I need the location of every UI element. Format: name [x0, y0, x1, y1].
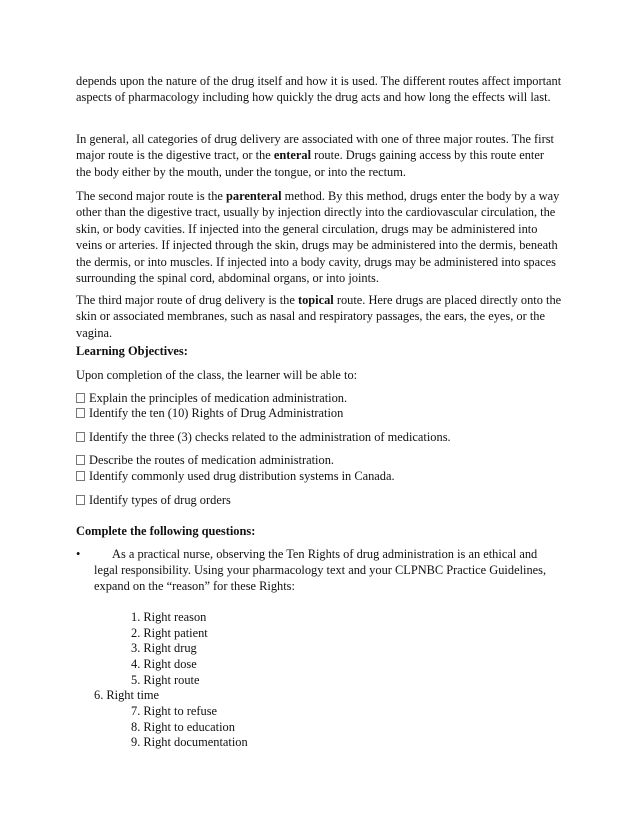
objective-item: Identify the ten (10) Rights of Drug Administration	[76, 405, 343, 421]
paragraph-text: route. Drugs gaining access by this route enter the body either by the mouth, under the tongue, or into the rectum.	[76, 148, 544, 179]
question-prompt-line: legal responsibility. Using your pharmacology text and your CLPNBC Practice Guidelines,	[94, 563, 547, 577]
right-item: 4. Right dose	[131, 657, 197, 671]
paragraph-text: method. By this method, drugs enter the body by a way other than the digestive tract, usually by injection directly into the cardiovascular circulation, the skin, or body cavities. If injected into the general circulation, drugs may be administered into veins or arteries. If injected through the skin, drugs may be administered into the dermis, beneath the dermis, or into muscles. If injected into a body cavity, drugs may be administered into spaces surrounding the spinal cord, abdominal organs, or into joints.	[76, 189, 560, 286]
learning-objectives-heading: Learning Objectives:	[76, 344, 188, 358]
checkbox-icon	[76, 495, 85, 505]
objective-item: Explain the principles of medication administration.	[76, 390, 347, 406]
checkbox-icon	[76, 408, 85, 418]
checkbox-icon	[76, 471, 85, 481]
paragraph-text: The second major route is the	[76, 189, 227, 203]
question-prompt-line: As a practical nurse, observing the Ten Rights of drug administration is an ethical and	[112, 547, 538, 561]
checkbox-icon	[76, 432, 85, 442]
term-enteral: enteral	[273, 148, 312, 163]
learning-objectives-intro: Upon completion of the class, the learner will be able to:	[76, 368, 358, 382]
term-topical: topical	[297, 293, 334, 307]
paragraph-text: route. Here drugs are placed directly onto the skin or associated membranes, such as nasal and respiratory passages, the ears, the eyes, or the vagina.	[76, 293, 562, 340]
questions-heading: Complete the following questions:	[76, 524, 256, 538]
question-prompt-line: expand on the “reason” for these Rights:	[94, 579, 295, 593]
paragraph-parenteral	[76, 188, 562, 286]
objective-item: Describe the routes of medication administration.	[76, 452, 334, 468]
objective-item: Identify types of drug orders	[76, 492, 231, 508]
paragraph-routes-intro	[76, 73, 562, 106]
right-item: 2. Right patient	[131, 626, 208, 640]
paragraph-topical	[76, 292, 562, 341]
paragraph-text: The third major route of drug delivery is the	[76, 293, 298, 307]
paragraph-enteral	[76, 131, 562, 180]
paragraph-text: In general, all categories of drug delivery are associated with one of three major routes. The first major route is the digestive tract, or the	[76, 132, 555, 163]
paragraph-text: depends upon the nature of the drug itself and how it is used. The different routes affect important aspects of pharmacology including how quickly the drug acts and how long the effects will last.	[76, 74, 562, 105]
right-item: 7. Right to refuse	[131, 704, 218, 718]
right-item: 9. Right documentation	[131, 735, 248, 749]
right-item: 8. Right to education	[131, 720, 235, 734]
bullet-icon: •	[76, 547, 81, 561]
objective-item: Identify the three (3) checks related to the administration of medications.	[76, 429, 451, 445]
right-item: 3. Right drug	[131, 641, 197, 655]
objective-item: Identify commonly used drug distribution systems in Canada.	[76, 468, 395, 484]
right-item: 1. Right reason	[131, 610, 207, 624]
checkbox-icon	[76, 393, 85, 403]
right-item: 6. Right time	[94, 688, 160, 702]
term-parenteral: parenteral	[226, 189, 282, 203]
checkbox-icon	[76, 455, 85, 465]
right-item: 5. Right route	[131, 673, 200, 687]
